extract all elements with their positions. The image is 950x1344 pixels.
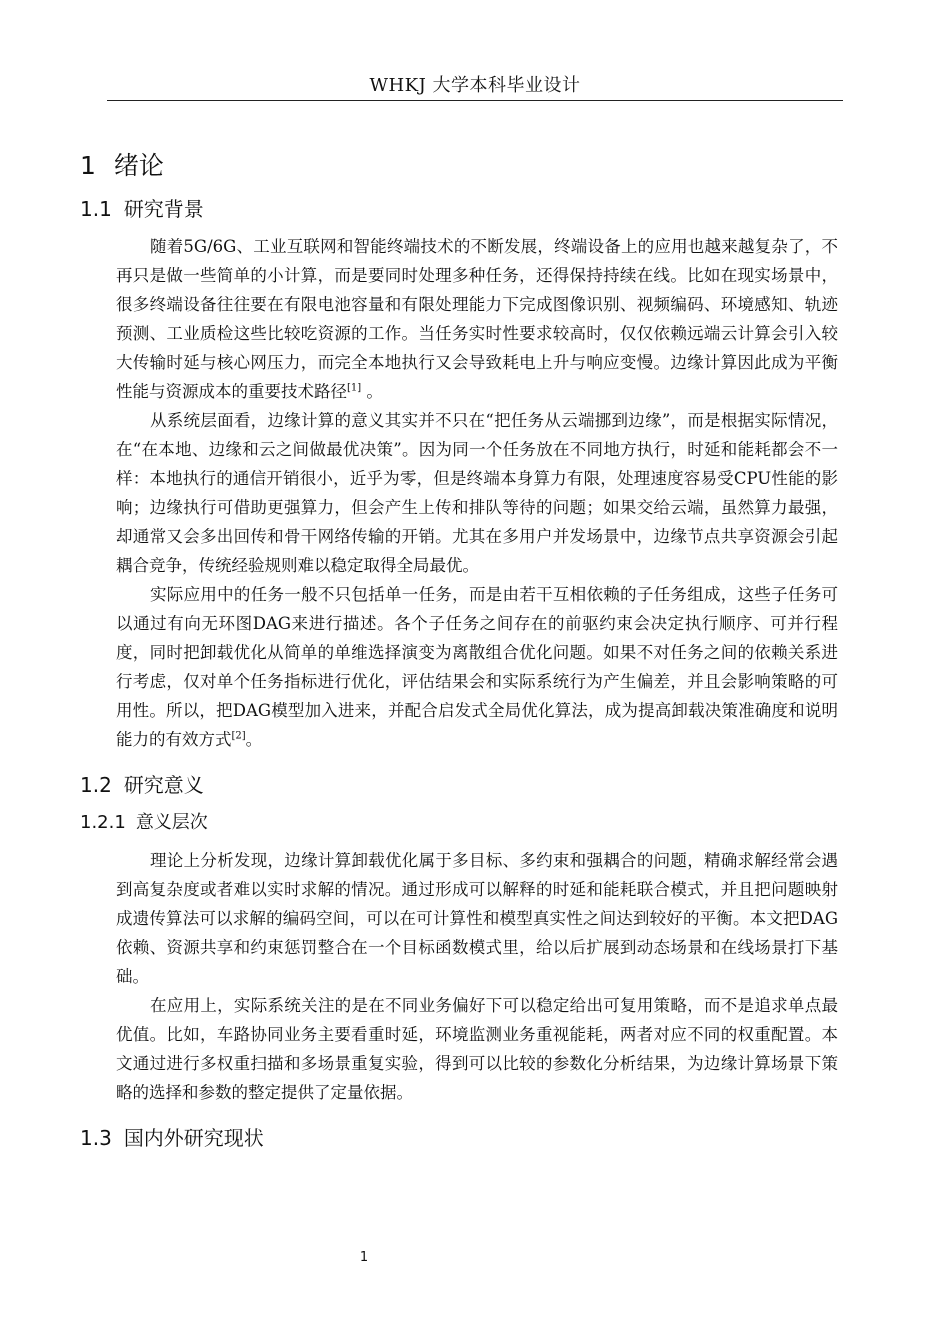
section-number: 1.2 xyxy=(80,773,112,797)
header-title: WHKJ 大学本科毕业设计 xyxy=(369,75,581,96)
section-heading-1-2 xyxy=(80,768,860,802)
paragraph xyxy=(116,232,838,406)
page-header xyxy=(107,72,843,101)
paragraph: 从系统层面看，边缘计算的意义其实并不只在“把任务从云端挪到边缘”，而是根据实际情况，在“在本地、边缘和云之间做最优决策”。因为同一个任务放在不同地方执行，时延和能耗都会不一样：本地执行的通信开销很小，近乎为零，但是终端本身算力有限，处理速度容易受CPU性能的影响；边缘执行可借助更强算力，但会产生上传和排队等待的问题；如果交给云端，虽然算力最强，却通常又会多出回传和骨干网络传输的开销。尤其在多用户并发场景中，边缘节点共享资源会引起耦合竞争，传统经验规则难以稳定取得全局最优。 xyxy=(116,411,838,575)
section-heading-1-1 xyxy=(80,192,860,226)
chapter-title: 绪论 xyxy=(113,151,164,180)
chapter-number: 1 xyxy=(80,151,96,180)
paragraph xyxy=(116,580,838,754)
paragraph-text: 随着5G/6G、工业互联网和智能终端技术的不断发展，终端设备上的应用也越来越复杂了，不再只是做一些简单的小计算，而是要同时处理多种任务，还得保持持续在线。比如在现实场景中，很多终端设备往往要在有限电池容量和有限处理能力下完成图像识别、视频编码、环境感知、轨迹预测、工业质检这些比较吃资源的工作。当任务实时性要求较高时，仅仅依赖远端云计算会引入较大传输时延与核心网压力，而完全本地执行又会导致耗电上升与响应变慢。边缘计算因此成为平衡性能与资源成本的重要技术路径 xyxy=(116,237,838,401)
paragraph-tail: 。 xyxy=(361,382,383,401)
section-title: 研究意义 xyxy=(123,773,204,797)
citation: [2] xyxy=(231,730,246,742)
section-title: 国内外研究现状 xyxy=(123,1126,264,1150)
section-number: 1.1 xyxy=(80,197,112,221)
subsection-title: 意义层次 xyxy=(135,812,208,833)
subsection-heading-1-2-1 xyxy=(80,808,860,838)
page-number: 1 xyxy=(359,1250,369,1265)
subsection-number: 1.2.1 xyxy=(80,812,126,833)
paragraph: 理论上分析发现，边缘计算卸载优化属于多目标、多约束和强耦合的问题，精确求解经常会遇到高复杂度或者难以实时求解的情况。通过形成可以解释的时延和能耗联合模式，并且把问题映射成遗传算法可以求解的编码空间，可以在可计算性和模型真实性之间达到较好的平衡。本文把DAG依赖、资源共享和约束惩罚整合在一个目标函数模式里，给以后扩展到动态场景和在线场景打下基础。 xyxy=(116,851,838,986)
paragraph-tail: 。 xyxy=(245,730,263,749)
paragraph: 在应用上，实际系统关注的是在不同业务偏好下可以稳定给出可复用策略，而不是追求单点最优值。比如，车路协同业务主要看重时延，环境监测业务重视能耗，两者对应不同的权重配置。本文通过进行多权重扫描和多场景重复实验，得到可以比较的参数化分析结果，为边缘计算场景下策略的选择和参数的整定提供了定量依据。 xyxy=(116,996,838,1102)
citation: [1] xyxy=(347,382,362,394)
paragraph-text: 实际应用中的任务一般不只包括单一任务，而是由若干互相依赖的子任务组成，这些子任务可以通过有向无环图DAG来进行描述。各个子任务之间存在的前驱约束会决定执行顺序、可并行程度，同时把卸载优化从简单的单维选择演变为离散组合优化问题。如果不对任务之间的依赖关系进行考虑，仅对单个任务指标进行优化，评估结果会和实际系统行为产生偏差，并且会影响策略的可用性。所以，把DAG模型加入进来，并配合启发式全局优化算法，成为提高卸载决策准确度和说明能力的有效方式 xyxy=(116,585,838,749)
document-body xyxy=(80,146,860,1161)
section-title: 研究背景 xyxy=(123,197,204,221)
section-heading-1-3 xyxy=(80,1121,860,1155)
chapter-heading xyxy=(80,146,860,186)
section-number: 1.3 xyxy=(80,1126,112,1150)
